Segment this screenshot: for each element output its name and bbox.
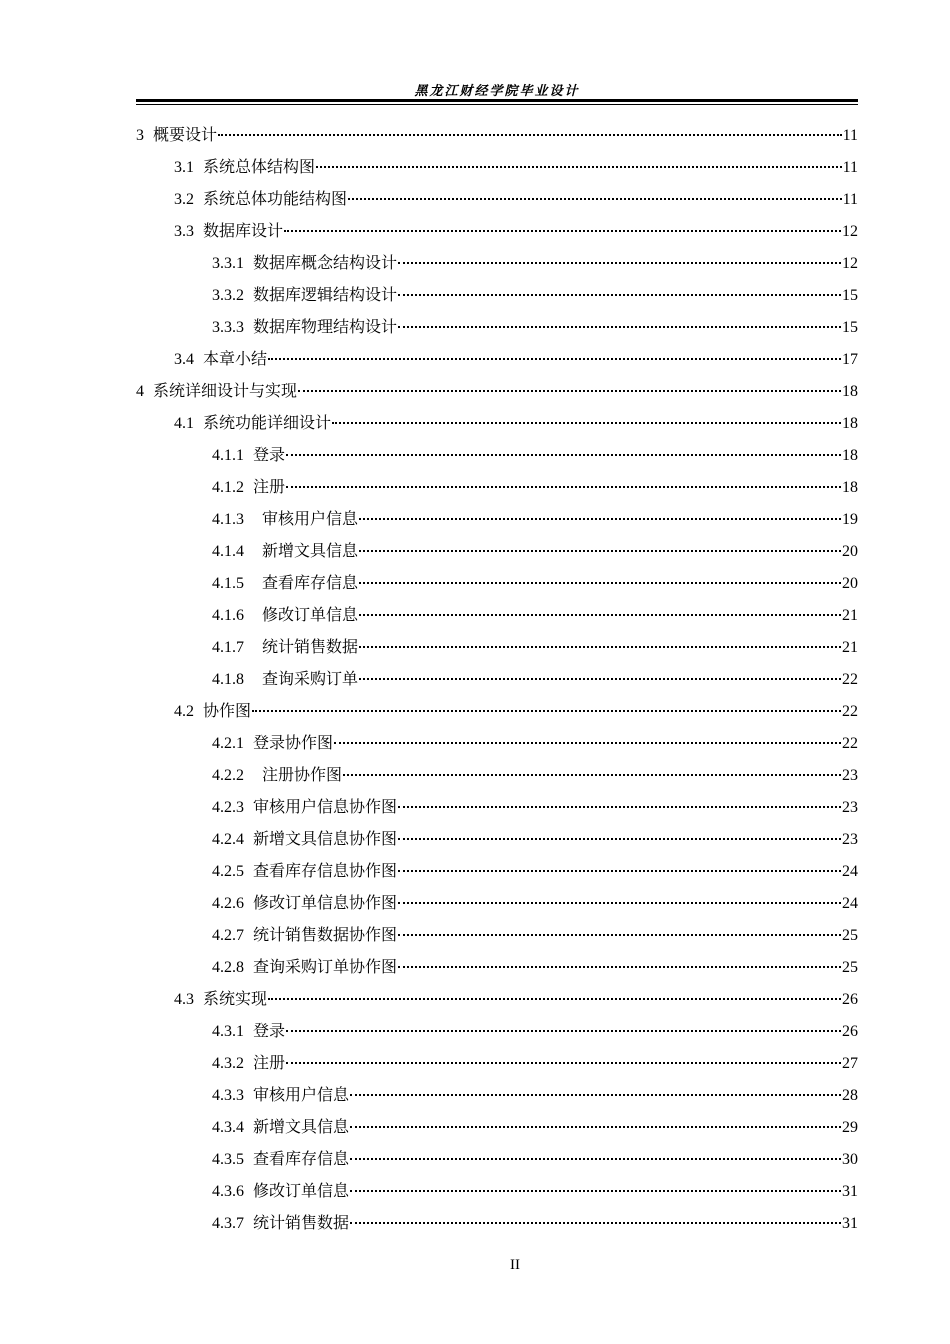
toc-entry[interactable]: [136, 919, 858, 951]
toc-entry-leader-dots: [359, 550, 841, 552]
toc-entry-leader-dots: [398, 902, 841, 904]
toc-entry-leader-dots: [268, 998, 841, 1000]
toc-entry-leader-dots: [316, 166, 842, 168]
toc-entry-number: 3.3.2: [212, 287, 244, 304]
toc-entry-leader-dots: [398, 294, 841, 296]
toc-entry-page: 22: [842, 703, 858, 720]
toc-entry-page: 11: [842, 127, 858, 144]
toc-entry-page: 18: [842, 447, 858, 464]
toc-entry-page: 22: [842, 735, 858, 752]
toc-entry-title: 新增文具信息协作图: [253, 829, 398, 848]
header-rule-thin: [136, 104, 858, 105]
toc-entry-page: 23: [842, 799, 858, 816]
toc-entry-number: 4.1.4: [212, 543, 244, 560]
toc-entry[interactable]: [136, 567, 858, 599]
toc-entry-title: 统计销售数据: [253, 1213, 350, 1232]
toc-entry-title: 登录: [253, 445, 286, 464]
toc-entry-title: 查看库存信息: [253, 1149, 350, 1168]
toc-entry-title: 注册: [253, 477, 286, 496]
page-number: II: [510, 1257, 520, 1273]
toc-entry-title: 注册协作图: [262, 765, 343, 784]
toc-entry-number: 4.1.6: [212, 607, 244, 624]
toc-entry-number: 4.2.2: [212, 767, 244, 784]
toc-entry[interactable]: [136, 631, 858, 663]
toc-entry-page: 30: [842, 1151, 858, 1168]
toc-entry-title: 新增文具信息: [253, 1117, 350, 1136]
toc-entry-page: 15: [842, 319, 858, 336]
toc-entry-title: 查询采购订单: [262, 669, 359, 688]
table-of-contents: [136, 119, 858, 1239]
toc-entry[interactable]: [136, 983, 858, 1015]
toc-entry-title: 修改订单信息: [253, 1181, 350, 1200]
toc-entry-page: 19: [842, 511, 858, 528]
toc-entry-page: 29: [842, 1119, 858, 1136]
toc-entry-number: 4.3.2: [212, 1055, 244, 1072]
toc-entry-page: 21: [842, 639, 858, 656]
toc-entry-number: 3.1: [174, 159, 194, 176]
toc-entry-page: 24: [842, 895, 858, 912]
toc-entry[interactable]: [136, 471, 858, 503]
toc-entry-number: 4.3.5: [212, 1151, 244, 1168]
toc-entry-number: 4.1.1: [212, 447, 244, 464]
toc-entry-number: 4.1.3: [212, 511, 244, 528]
toc-entry-leader-dots: [286, 1062, 841, 1064]
toc-entry-title: 数据库设计: [203, 221, 284, 240]
toc-entry-page: 17: [842, 351, 858, 368]
toc-entry-leader-dots: [284, 230, 841, 232]
toc-entry-page: 25: [842, 927, 858, 944]
toc-entry-number: 4.2.6: [212, 895, 244, 912]
toc-entry-page: 18: [842, 479, 858, 496]
toc-entry-title: 系统总体结构图: [203, 157, 316, 176]
toc-entry-page: 15: [842, 287, 858, 304]
toc-entry-leader-dots: [286, 1030, 841, 1032]
toc-entry-page: 11: [842, 159, 858, 176]
toc-entry[interactable]: [136, 791, 858, 823]
toc-entry-leader-dots: [268, 358, 841, 360]
toc-entry[interactable]: [136, 663, 858, 695]
toc-entry-number: 4.2.4: [212, 831, 244, 848]
toc-entry-page: 31: [842, 1183, 858, 1200]
toc-entry-leader-dots: [350, 1094, 841, 1096]
toc-entry-title: 审核用户信息协作图: [253, 797, 398, 816]
toc-entry-title: 数据库概念结构设计: [253, 253, 398, 272]
toc-entry-title: 审核用户信息: [253, 1085, 350, 1104]
toc-entry[interactable]: [136, 183, 858, 215]
toc-entry-page: 31: [842, 1215, 858, 1232]
toc-entry-leader-dots: [350, 1222, 841, 1224]
page-header-title: 黑龙江财经学院毕业设计: [414, 84, 580, 99]
toc-entry-number: 4.1.8: [212, 671, 244, 688]
toc-entry[interactable]: [136, 695, 858, 727]
toc-entry[interactable]: [136, 439, 858, 471]
toc-entry-number: 4.3.3: [212, 1087, 244, 1104]
toc-entry-leader-dots: [398, 806, 841, 808]
toc-entry-leader-dots: [350, 1158, 841, 1160]
toc-entry[interactable]: [136, 503, 858, 535]
toc-entry-title: 查看库存信息: [262, 573, 359, 592]
toc-entry-number: 4.1.7: [212, 639, 244, 656]
toc-entry-number: 4.2.3: [212, 799, 244, 816]
toc-entry-title: 登录: [253, 1021, 286, 1040]
toc-entry-title: 统计销售数据协作图: [253, 925, 398, 944]
toc-entry-title: 数据库逻辑结构设计: [253, 285, 398, 304]
toc-entry-number: 3: [136, 127, 144, 144]
toc-entry-number: 4.1: [174, 415, 194, 432]
toc-entry-title: 查询采购订单协作图: [253, 957, 398, 976]
toc-entry-leader-dots: [286, 486, 841, 488]
toc-entry[interactable]: [136, 215, 858, 247]
toc-entry-leader-dots: [298, 390, 841, 392]
toc-entry[interactable]: [136, 1207, 858, 1239]
toc-entry-number: 3.3: [174, 223, 194, 240]
toc-entry-title: 数据库物理结构设计: [253, 317, 398, 336]
toc-entry-leader-dots: [350, 1126, 841, 1128]
toc-entry-page: 26: [842, 1023, 858, 1040]
toc-entry[interactable]: [136, 1047, 858, 1079]
toc-entry-leader-dots: [359, 582, 841, 584]
toc-entry-number: 4.3.7: [212, 1215, 244, 1232]
toc-entry-page: 12: [842, 255, 858, 272]
toc-entry-title: 查看库存信息协作图: [253, 861, 398, 880]
toc-entry-number: 4.3.1: [212, 1023, 244, 1040]
toc-entry[interactable]: [136, 1111, 858, 1143]
toc-entry[interactable]: [136, 279, 858, 311]
toc-entry-title: 审核用户信息: [262, 509, 359, 528]
toc-entry-number: 4.3.4: [212, 1119, 244, 1136]
toc-entry-number: 3.3.3: [212, 319, 244, 336]
toc-entry-page: 24: [842, 863, 858, 880]
toc-entry-leader-dots: [218, 134, 842, 136]
toc-entry[interactable]: [136, 535, 858, 567]
toc-entry-leader-dots: [286, 454, 841, 456]
toc-entry-leader-dots: [359, 678, 841, 680]
toc-entry-number: 4: [136, 383, 144, 400]
toc-entry-leader-dots: [398, 838, 841, 840]
toc-entry-title: 修改订单信息协作图: [253, 893, 398, 912]
toc-entry[interactable]: [136, 407, 858, 439]
toc-entry-leader-dots: [343, 774, 841, 776]
toc-entry[interactable]: [136, 823, 858, 855]
toc-entry[interactable]: [136, 727, 858, 759]
toc-entry-leader-dots: [398, 262, 841, 264]
toc-entry-title: 登录协作图: [253, 733, 334, 752]
toc-entry[interactable]: [136, 375, 858, 407]
toc-entry-title: 统计销售数据: [262, 637, 359, 656]
toc-entry-leader-dots: [398, 870, 841, 872]
toc-entry-page: 28: [842, 1087, 858, 1104]
toc-entry-leader-dots: [359, 646, 841, 648]
toc-entry[interactable]: [136, 855, 858, 887]
toc-entry-leader-dots: [252, 710, 841, 712]
header-rule-thick: [136, 99, 858, 102]
toc-entry-number: 3.2: [174, 191, 194, 208]
toc-entry-leader-dots: [332, 422, 841, 424]
toc-entry-page: 23: [842, 831, 858, 848]
toc-entry-title: 修改订单信息: [262, 605, 359, 624]
toc-entry[interactable]: [136, 599, 858, 631]
toc-entry-leader-dots: [398, 934, 841, 936]
toc-entry-page: 20: [842, 575, 858, 592]
toc-entry-leader-dots: [359, 614, 841, 616]
toc-entry[interactable]: [136, 1015, 858, 1047]
toc-entry-number: 4.2: [174, 703, 194, 720]
toc-entry-page: 22: [842, 671, 858, 688]
toc-entry[interactable]: [136, 151, 858, 183]
toc-entry-page: 27: [842, 1055, 858, 1072]
toc-entry[interactable]: [136, 311, 858, 343]
toc-entry[interactable]: [136, 1143, 858, 1175]
toc-entry-number: 4.2.1: [212, 735, 244, 752]
toc-entry-title: 注册: [253, 1053, 286, 1072]
toc-entry-leader-dots: [334, 742, 841, 744]
toc-entry[interactable]: [136, 343, 858, 375]
toc-entry-number: 4.3.6: [212, 1183, 244, 1200]
toc-entry-number: 3.4: [174, 351, 194, 368]
toc-entry-title: 系统总体功能结构图: [203, 189, 348, 208]
toc-entry-page: 18: [842, 415, 858, 432]
toc-entry[interactable]: [136, 759, 858, 791]
toc-entry-page: 23: [842, 767, 858, 784]
toc-entry-number: 4.2.7: [212, 927, 244, 944]
toc-entry-leader-dots: [359, 518, 841, 520]
toc-entry-number: 3.3.1: [212, 255, 244, 272]
toc-entry[interactable]: [136, 887, 858, 919]
toc-entry-page: 12: [842, 223, 858, 240]
toc-entry-leader-dots: [348, 198, 842, 200]
toc-entry-page: 11: [842, 191, 858, 208]
toc-entry[interactable]: [136, 951, 858, 983]
toc-entry[interactable]: [136, 119, 858, 151]
toc-entry-page: 18: [842, 383, 858, 400]
toc-entry[interactable]: [136, 1175, 858, 1207]
toc-entry[interactable]: [136, 247, 858, 279]
toc-entry-page: 20: [842, 543, 858, 560]
toc-entry-leader-dots: [398, 966, 841, 968]
toc-entry-number: 4.3: [174, 991, 194, 1008]
toc-entry-page: 26: [842, 991, 858, 1008]
toc-entry-title: 协作图: [203, 701, 252, 720]
toc-entry-title: 系统功能详细设计: [203, 413, 332, 432]
toc-entry-number: 4.1.5: [212, 575, 244, 592]
toc-entry-leader-dots: [398, 326, 841, 328]
toc-entry-page: 25: [842, 959, 858, 976]
toc-entry-title: 概要设计: [153, 125, 218, 144]
toc-entry-number: 4.1.2: [212, 479, 244, 496]
toc-entry-title: 系统实现: [203, 989, 268, 1008]
toc-entry-leader-dots: [350, 1190, 841, 1192]
toc-entry-title: 新增文具信息: [262, 541, 359, 560]
toc-entry-page: 21: [842, 607, 858, 624]
toc-entry[interactable]: [136, 1079, 858, 1111]
toc-entry-number: 4.2.5: [212, 863, 244, 880]
toc-entry-number: 4.2.8: [212, 959, 244, 976]
toc-entry-title: 系统详细设计与实现: [153, 381, 298, 400]
toc-entry-title: 本章小结: [203, 349, 268, 368]
